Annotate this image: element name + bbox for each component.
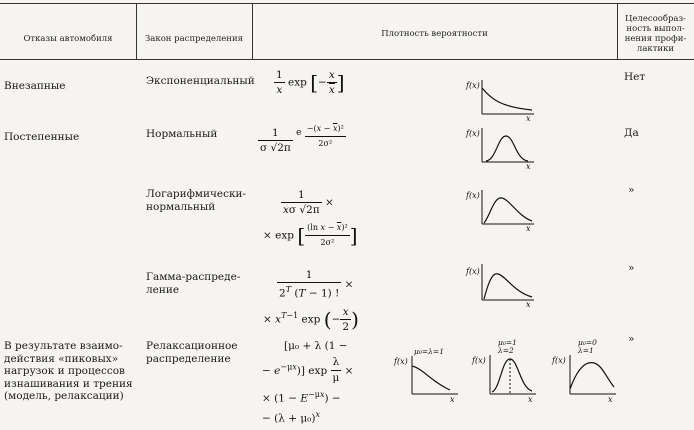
graph-relax1-params: μ₀=λ=1 [414, 347, 444, 356]
failure-interaction-line4: изнашивания и трения [4, 377, 133, 390]
formula-gamma: $\frac{1}{2^T (T - 1) !}$ × × $x^{T-1}$ exp (− $\frac{x}{2}$ ) [263, 269, 359, 333]
col-divider-1 [136, 3, 137, 59]
header-prophylaxis-line2: ность выпол- [626, 24, 685, 34]
answer-gradual: Да [624, 127, 639, 139]
law-lognormal-line1: Логарифмически- [146, 188, 247, 200]
header-prophylaxis-line1: Целесообраз- [624, 14, 686, 24]
graph-gamma-xlabel: x [526, 300, 531, 309]
law-relaxation-line1: Релаксационное [146, 340, 238, 352]
graph-norm-xlabel: x [526, 162, 531, 171]
failure-interaction-line1: В результате взаимо- [4, 340, 123, 352]
graph-relax3-param-mu: μ₀=0 [578, 338, 597, 347]
law-normal: Нормальный [146, 128, 218, 140]
law-gamma [146, 271, 240, 297]
graph-relaxation-2 [472, 337, 538, 404]
graph-relax2-param-mu: μ₀=1 [498, 338, 517, 347]
header-prophylaxis [617, 14, 694, 54]
graph-relax3-ylabel: f(x) [552, 356, 566, 365]
failure-sudden: Внезапные [4, 80, 66, 92]
header-prophylaxis-line3: нения профи- [624, 34, 687, 44]
header-density: Плотность вероятности [381, 29, 488, 39]
graph-relaxation-3 [552, 337, 618, 404]
formula-relaxation: [μ₀ + λ (1 − − $e^{-\mu x}$)] exp $\frac{\lambda}{\mu}$ × × $(1 - E^{-\mu x})$ − − $(\lambda + \mu_0)^x$ [262, 340, 354, 424]
graph-relax2-param-lambda: λ=2 [498, 346, 514, 355]
graph-exponential [466, 76, 536, 123]
formula-lognormal: $\frac{1}{x\sigma √2\pi}$ × × exp [ $\frac{(\ln x - \overline{x})^2}{\text{2σ²}}$ ] [263, 189, 358, 248]
graph-gamma-ylabel: f(x) [466, 267, 480, 276]
graph-norm-ylabel: f(x) [466, 129, 480, 138]
law-gamma-line2: ление [146, 284, 180, 296]
answer-sudden: Нет [624, 71, 646, 83]
graph-relax1-ylabel: f(x) [394, 357, 408, 366]
answer-relaxation: » [628, 333, 635, 345]
header-bottom-rule [0, 59, 694, 60]
failure-interaction-line2: действия «пиковых» [4, 352, 119, 365]
graph-lognormal [466, 186, 536, 233]
graph-relax2-ylabel: f(x) [472, 356, 486, 365]
graph-relaxation-1 [394, 344, 460, 404]
answer-gamma: » [628, 262, 635, 274]
header-law: Закон распределения [145, 34, 243, 44]
graph-logn-xlabel: x [526, 224, 531, 233]
header-failures: Отказы автомобиля [23, 34, 113, 44]
graph-exp-xlabel: x [526, 114, 531, 123]
graph-relax3-param-lambda: λ=1 [578, 346, 594, 355]
graph-relax1-xlabel: x [450, 395, 455, 404]
law-exponential: Экспоненциальный [146, 75, 255, 87]
failure-interaction [4, 340, 136, 403]
failure-interaction-line3: нагрузок и процессов [4, 365, 125, 377]
header-prophylaxis-line4: лактики [636, 44, 675, 54]
law-lognormal-line2: нормальный [146, 201, 216, 213]
graph-logn-ylabel: f(x) [466, 191, 480, 200]
answer-lognormal: » [628, 184, 635, 196]
formula-normal: $\frac{1}{\sigma √2\pi}$ e $\frac{-(x - \overline{x})^2}{\text{2σ²}}$ [260, 124, 344, 154]
failure-interaction-line5: (модель, релаксации) [4, 390, 124, 402]
graph-relax3-xlabel: x [608, 395, 613, 404]
graph-exp-ylabel: f(x) [466, 81, 480, 90]
table-top-rule [0, 3, 694, 4]
law-gamma-line1: Гамма-распреде- [146, 271, 241, 283]
law-relaxation-line2: распределение [146, 353, 231, 365]
failure-gradual: Постепенные [4, 131, 80, 143]
law-relaxation [146, 340, 238, 366]
graph-gamma [466, 260, 536, 309]
law-lognormal [146, 188, 246, 214]
graph-normal [466, 124, 536, 171]
graph-relax2-xlabel: x [528, 395, 533, 404]
formula-exponential: $\frac{1}{x}$ exp [− $\frac{x}{x}$ ] [276, 69, 345, 96]
